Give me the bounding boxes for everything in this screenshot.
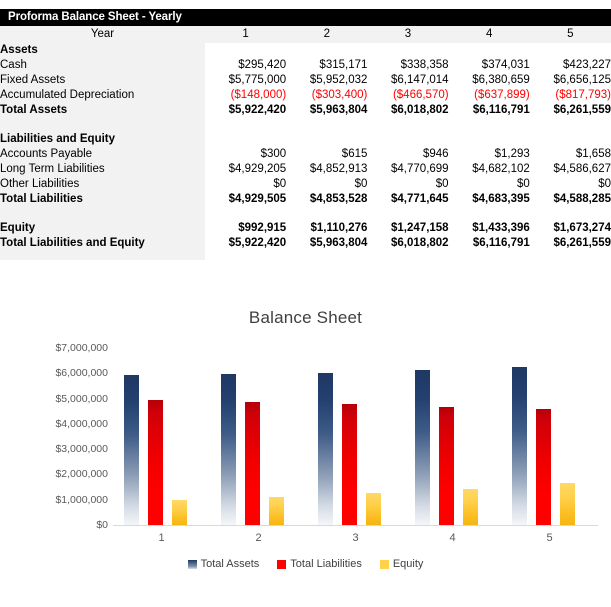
cell-other-liabilities-2: $0 xyxy=(354,178,368,190)
cell-other-liabilities-3: $0 xyxy=(435,178,449,190)
x-axis-tick: 5 xyxy=(546,532,553,544)
legend-label: Total Assets xyxy=(200,558,260,570)
header-year-3: 3 xyxy=(367,26,448,43)
cell-total-liabilities-and-equity-4: $6,116,791 xyxy=(472,237,530,249)
legend-swatch-icon xyxy=(277,560,286,569)
y-axis-tick: $5,000,000 xyxy=(55,392,108,405)
cell-total-assets-4: $6,116,791 xyxy=(472,104,530,116)
chart-bar[interactable] xyxy=(245,402,260,525)
cell-accumulated-depreciation-3: ($466,570) xyxy=(392,89,449,101)
cell-total-assets-3: $6,018,802 xyxy=(391,104,449,116)
cell-accumulated-depreciation-1: ($148,000) xyxy=(230,89,287,101)
chart-legend xyxy=(0,558,611,570)
cell-fixed-assets-4: $6,380,659 xyxy=(472,74,530,86)
cell-accounts-payable-3: $946 xyxy=(422,148,449,160)
cell-accumulated-depreciation-2: ($303,400) xyxy=(311,89,368,101)
chart-bar-group xyxy=(221,348,284,525)
legend-label: Total Liabilities xyxy=(290,558,362,570)
row-label-total-liabilities-and-equity: Total Liabilities and Equity xyxy=(0,236,205,251)
header-year-4: 4 xyxy=(449,26,530,43)
cell-accounts-payable-4: $1,293 xyxy=(494,148,530,160)
row-label-total-liabilities: Total Liabilities xyxy=(0,192,205,207)
cell-cash-1: $295,420 xyxy=(238,59,287,71)
cell-equity-2: $1,110,276 xyxy=(310,222,368,234)
cell-total-assets-2: $5,963,804 xyxy=(309,104,368,116)
chart-bar[interactable] xyxy=(172,500,187,525)
header-year-5: 5 xyxy=(530,26,611,43)
chart-title: Balance Sheet xyxy=(248,308,363,327)
chart-bar[interactable] xyxy=(463,489,478,525)
chart-y-axis xyxy=(0,342,108,531)
y-axis-tick: $3,000,000 xyxy=(55,443,108,456)
chart-bar[interactable] xyxy=(318,373,333,525)
x-axis-tick: 2 xyxy=(255,532,262,544)
legend-label: Equity xyxy=(392,558,424,570)
header-year-1: 1 xyxy=(205,26,286,43)
chart-bar[interactable] xyxy=(148,400,163,525)
chart-bar[interactable] xyxy=(342,404,357,525)
legend-item[interactable] xyxy=(380,558,424,570)
table-row xyxy=(0,73,611,88)
cell-total-liabilities-1: $4,929,505 xyxy=(228,193,287,205)
chart-bar[interactable] xyxy=(415,370,430,525)
chart-bar-group xyxy=(318,348,381,525)
chart-bar-group xyxy=(415,348,478,525)
table-spacer-row xyxy=(0,207,611,221)
sheet-title-bar xyxy=(0,9,611,26)
cell-total-assets-5: $6,261,559 xyxy=(553,104,611,116)
cell-accumulated-depreciation-4: ($637,899) xyxy=(474,89,530,101)
cell-long-term-liabilities-5: $4,586,627 xyxy=(553,163,611,175)
y-axis-tick: $2,000,000 xyxy=(55,468,108,481)
cell-other-liabilities-4: $0 xyxy=(516,178,530,190)
cell-accumulated-depreciation-5: ($817,793) xyxy=(555,89,611,101)
table-header-row xyxy=(0,26,611,43)
table-row-assets-header xyxy=(0,43,611,58)
cell-cash-5: $423,227 xyxy=(563,59,611,71)
y-axis-tick: $6,000,000 xyxy=(55,367,108,380)
cell-total-liabilities-5: $4,588,285 xyxy=(553,193,611,205)
table-row xyxy=(0,236,611,251)
cell-total-liabilities-4: $4,683,395 xyxy=(472,193,530,205)
cell-accounts-payable-2: $615 xyxy=(341,148,368,160)
cell-total-assets-1: $5,922,420 xyxy=(228,104,287,116)
row-label-total-assets: Total Assets xyxy=(0,103,205,118)
table-row xyxy=(0,192,611,207)
y-axis-tick: $0 xyxy=(96,519,108,531)
cell-total-liabilities-and-equity-2: $5,963,804 xyxy=(309,237,368,249)
row-label-accounts-payable: Accounts Payable xyxy=(0,147,205,162)
table-spacer-row xyxy=(0,118,611,132)
cell-cash-2: $315,171 xyxy=(319,59,368,71)
header-year-2: 2 xyxy=(286,26,367,43)
cell-total-liabilities-2: $4,853,528 xyxy=(309,193,368,205)
table-row xyxy=(0,103,611,118)
chart-bar-group xyxy=(124,348,187,525)
cell-long-term-liabilities-3: $4,770,699 xyxy=(391,163,449,175)
cell-fixed-assets-2: $5,952,032 xyxy=(309,74,368,86)
cell-cash-4: $374,031 xyxy=(481,59,530,71)
chart-bar-group xyxy=(512,348,575,525)
table-row xyxy=(0,177,611,192)
balance-sheet-chart[interactable] xyxy=(0,300,611,607)
cell-long-term-liabilities-2: $4,852,913 xyxy=(309,163,368,175)
cell-fixed-assets-5: $6,656,125 xyxy=(553,74,611,86)
table-spacer-row xyxy=(0,251,611,260)
table-row xyxy=(0,88,611,103)
section-header-liabilities-and-equity: Liabilities and Equity xyxy=(0,132,205,147)
table-row xyxy=(0,147,611,162)
chart-bar[interactable] xyxy=(269,497,284,525)
table-row xyxy=(0,58,611,73)
cell-accounts-payable-1: $300 xyxy=(260,148,287,160)
cell-long-term-liabilities-4: $4,682,102 xyxy=(472,163,530,175)
x-axis-tick: 4 xyxy=(449,532,456,544)
cell-total-liabilities-and-equity-1: $5,922,420 xyxy=(228,237,287,249)
cell-equity-5: $1,673,274 xyxy=(553,222,611,234)
row-label-equity: Equity xyxy=(0,221,205,236)
chart-plot-area xyxy=(113,348,598,525)
row-label-fixed-assets: Fixed Assets xyxy=(0,73,205,88)
sheet-title: Proforma Balance Sheet - Yearly xyxy=(8,11,182,23)
row-label-cash: Cash xyxy=(0,58,205,73)
cell-cash-3: $338,358 xyxy=(400,59,449,71)
section-header-assets: Assets xyxy=(0,43,205,58)
cell-long-term-liabilities-1: $4,929,205 xyxy=(228,163,287,175)
cell-total-liabilities-and-equity-3: $6,018,802 xyxy=(391,237,449,249)
row-label-other-liabilities: Other Liabilities xyxy=(0,177,205,192)
x-axis-tick: 1 xyxy=(158,532,165,544)
cell-fixed-assets-1: $5,775,000 xyxy=(228,74,287,86)
legend-swatch-icon xyxy=(188,560,197,569)
chart-bar[interactable] xyxy=(124,375,139,525)
row-label-long-term-liabilities: Long Term Liabilities xyxy=(0,162,205,177)
cell-equity-3: $1,247,158 xyxy=(391,222,449,234)
legend-item[interactable] xyxy=(188,558,260,570)
row-label-accumulated-depreciation: Accumulated Depreciation xyxy=(0,88,205,103)
cell-other-liabilities-5: $0 xyxy=(598,178,611,190)
balance-sheet-table xyxy=(0,26,611,260)
legend-swatch-icon xyxy=(380,560,389,569)
cell-other-liabilities-1: $0 xyxy=(273,178,287,190)
cell-total-liabilities-and-equity-5: $6,261,559 xyxy=(553,237,611,249)
cell-fixed-assets-3: $6,147,014 xyxy=(391,74,449,86)
chart-bar[interactable] xyxy=(512,367,527,525)
chart-bar[interactable] xyxy=(536,409,551,525)
cell-equity-1: $992,915 xyxy=(238,222,287,234)
x-axis-tick: 3 xyxy=(352,532,359,544)
cell-equity-4: $1,433,396 xyxy=(472,222,530,234)
table-row-liabilities-header xyxy=(0,132,611,147)
table-row xyxy=(0,221,611,236)
chart-bar[interactable] xyxy=(560,483,575,525)
chart-bar[interactable] xyxy=(221,374,236,525)
legend-item[interactable] xyxy=(277,558,362,570)
cell-accounts-payable-5: $1,658 xyxy=(575,148,611,160)
y-axis-tick: $4,000,000 xyxy=(55,417,108,430)
balance-sheet-table-block xyxy=(0,9,611,260)
chart-bar[interactable] xyxy=(366,493,381,525)
y-axis-tick: $1,000,000 xyxy=(55,493,108,506)
chart-baseline xyxy=(113,525,598,526)
y-axis-tick: $7,000,000 xyxy=(55,342,108,354)
chart-bar[interactable] xyxy=(439,407,454,525)
table-row xyxy=(0,162,611,177)
cell-total-liabilities-3: $4,771,645 xyxy=(391,193,449,205)
header-year-label: Year xyxy=(0,26,205,43)
